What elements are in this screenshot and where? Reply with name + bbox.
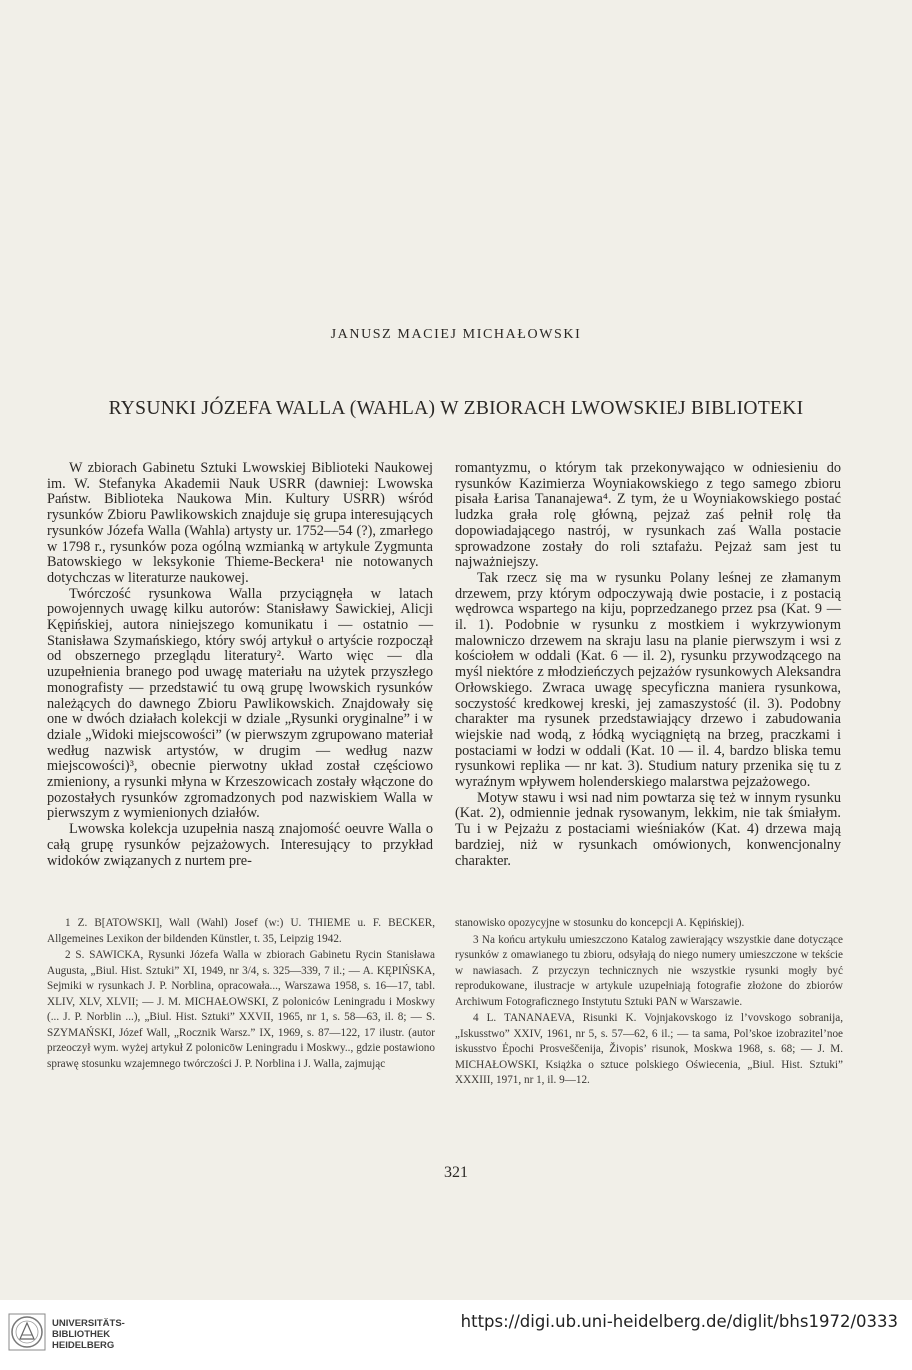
body-paragraph: Twórczość rysunkowa Walla przyciągnęła w latach powojennych uwagę kilku autorów: Stanisławy Sawickiej, Alicji Kępińskiej, autora niniejszego komunikatu i — ostatnio — Stanisława Szymańskiego, który swój artykuł o artyście rozpoczął od obszernego przeglądu literatury². Warto więc — dla uzupełnienia branego pod uwagę materiału na użytek przyszłego monografisty — przedstawić tu ową grupę lwowskich rysunków należących do dawnego Zbioru Pawlikowskich. Znajdowały się one w dwóch działach kolekcji w dziale „Rysunki oryginalne” i w dziale „Widoki miejscowości” (w pierwszym zgrupowano materiał według nazwisk artystów, w drugim — według nazw miejscowości)³, obecnie pierwotny układ został częściowo zmieniony, a rysunki młyna w Krzeszowicach zostały włączone do pozostałych rysunków zgromadzonych pod nazwiskiem Walla w pierwszym z wymienionych działów.: [47, 585, 433, 822]
footnote: 1 Z. B[ATOWSKI], Wall (Wahl) Josef (w:) U. THIEME u. F. BECKER, Allgemeines Lexikon der bildenden Künstler, t. 35, Leipzig 1942.: [47, 917, 435, 945]
body-paragraph: Motyw stawu i wsi nad nim powtarza się też w innym rysunku (Kat. 2), odmiennie jednak rysowanym, lekkim, nie tak śmiałym. Tu i w Pejzażu z postaciami wieśniaków (Kat. 4) drzewa mają bardziej, niż w rysunkach omówionych, konwencjonalny charakter.: [455, 789, 841, 869]
body-paragraph: W zbiorach Gabinetu Sztuki Lwowskiej Biblioteki Naukowej im. W. Stefanyka Akademii Nauk USRR (dawniej: Lwowska Państw. Biblioteka Naukowa Min. Kultury USRR) wśród rysunków Zbioru Pawlikowskich znajduje się grupa interesujących rysunków Józefa Walla (Wahla) artysty ur. 1752—54 (?), zmarłego w 1798 r., rysunków poza ogólną wzmianką w artykule Zygmunta Batowskiego w leksykonie Thieme-Beckera¹ nie notowanych dotychczas w literaturze naukowej.: [47, 460, 433, 586]
article-title: RYSUNKI JÓZEFA WALLA (WAHLA) W ZBIORACH LWOWSKIEJ BIBLIOTEKI: [108, 398, 804, 419]
logo-line: HEIDELBERG: [52, 1340, 115, 1351]
body-paragraph: Lwowska kolekcja uzupełnia naszą znajomość oeuvre Walla o całą grupę rysunków pejzażowych. Interesujący to przykład widoków związanych z nurtem pre-: [47, 821, 433, 869]
footnote: 4 L. TANANAEVA, Risunki K. Vojnjakovskogo iz l’vovskogo sobranija, „Iskusstwo” XXIV, 1961, nr 5, s. 57—62, 6 il.; — ta sama, Pol’skoe izobrazitel’noe iskusstvo Ėpochi Prosveščenija, Živopis’ risunok, Moskwa 1968, s. 68; — J. M. MICHAŁOWSKI, Książka o sztuce polskiego Oświecenia, „Biul. Hist. Sztuki” XXXIII, 1971, nr 1, il. 9—12.: [455, 1012, 843, 1086]
footnote: stanowisko opozycyjne w stosunku do koncepcji A. Kępińskiej).: [455, 917, 745, 929]
article-author: JANUSZ MACIEJ MICHAŁOWSKI: [330, 327, 582, 342]
body-paragraph: Tak rzecz się ma w rysunku Polany leśnej ze złamanym drzewem, przy którym odpoczywają dwie postacie, i z postacią wędrowca wspartego na kiju, poprzedzanego przez psa (Kat. 9 — il. 1). Podobnie w rysunku z mostkiem i wykrzywionym malowniczo drzewem na skraju lasu na planie pierwszym i wsi z kościołem w oddali (Kat. 6 — il. 2), rysunku przywodzącego na myśl niektóre z młodzieńczych pejzażów rysunkowych Aleksandra Orłowskiego. Zwraca uwagę specyficzna maniera rysunkowa, soczystość kredkowej kreski, jej zamaszystość (il. 3). Podobny charakter ma rysunek przedstawiający drzewo i zabudowania wiejskie nad wodą, z łódką wyciągniętą na brzeg, praczkami i postaciami w łodzi w oddali (Kat. 10 — il. 4, bardzo bliska temu rysunkowi replika — nr kat. 3). Studium natury przenika się tu z wyraźnym wpływem holenderskiego malarstwa pejzażowego.: [455, 569, 841, 791]
body-column-left: [47, 461, 433, 869]
heidelberg-seal-icon: [8, 1313, 46, 1351]
body-paragraph: romantyzmu, o którym tak przekonywająco w odniesieniu do rysunków Kazimierza Woyniakowskiego z tego samego zbioru pisała Łarisa Tananajewa⁴. Z tym, że u Woyniakowskiego postać ludzka grała rolę główną, pejzaż zaś pełnił rolę tła dopowiadającego nastrój, w rysunkach zaś Walla postacie sprowadzone zostały do roli sztafażu. Pejzaż sam jest tu najważniejszy.: [455, 460, 841, 571]
page-number: 321: [444, 1164, 468, 1181]
footnote: 2 S. SAWICKA, Rysunki Józefa Walla w zbiorach Gabinetu Rycin Stanisława Augusta, „Biul. Hist. Sztuki” XI, 1949, nr 3/4, s. 325—339, 7 il.; — A. KĘPIŃSKA, Sejmiki w rysunkach J. P. Norblina, opracowała..., Warszawa 1958, s. 16—17, tabl. XLIV, XLV, XLVII; — J. M. MICHAŁOWSKI, Z poloniców Leningradu i Moskwy (... J. P. Norblin ...), „Biul. Hist. Sztuki” XXVII, 1965, nr 1, s. 58—63, il. 8; — S. SZYMAŃSKI, Józef Wall, „Rocznik Warsz.” IX, 1969, s. 87—122, 17 ilustr. (autor przeoczył wym. wyżej artykuł Z polonicōw Leningradu i Moskwy.., gdzie postawiono sprawę stosunku wzajemnego twórczości J. P. Norblina i J. Walla, zajmując: [47, 949, 435, 1070]
logo-line: BIBLIOTHEK: [52, 1329, 111, 1340]
body-column-right: [455, 461, 841, 869]
footnotes-right: [455, 916, 843, 1090]
footnotes-left: [47, 916, 435, 1073]
library-logo-text[interactable]: [52, 1318, 125, 1351]
source-url-link[interactable]: https://digi.ub.uni-heidelberg.de/diglit/bhs1972/0333: [460, 1312, 898, 1331]
logo-line: UNIVERSITÄTS-: [52, 1318, 125, 1329]
library-footer: [0, 1300, 912, 1370]
footnote: 3 Na końcu artykułu umieszczono Katalog zawierający wszystkie dane dotyczące rysunków z omawianego tu zbioru, odsyłają do niego numery umieszczone w tekście w nawiasach. Z przyczyn technicznych nie wszystkie rysunki mogły być reprodukowane, ilustracje w artykule uzupełniają fotografie złożone do zbiorów Archiwum Fotograficznego Instytutu Sztuki PAN w Warszawie.: [455, 933, 843, 1008]
